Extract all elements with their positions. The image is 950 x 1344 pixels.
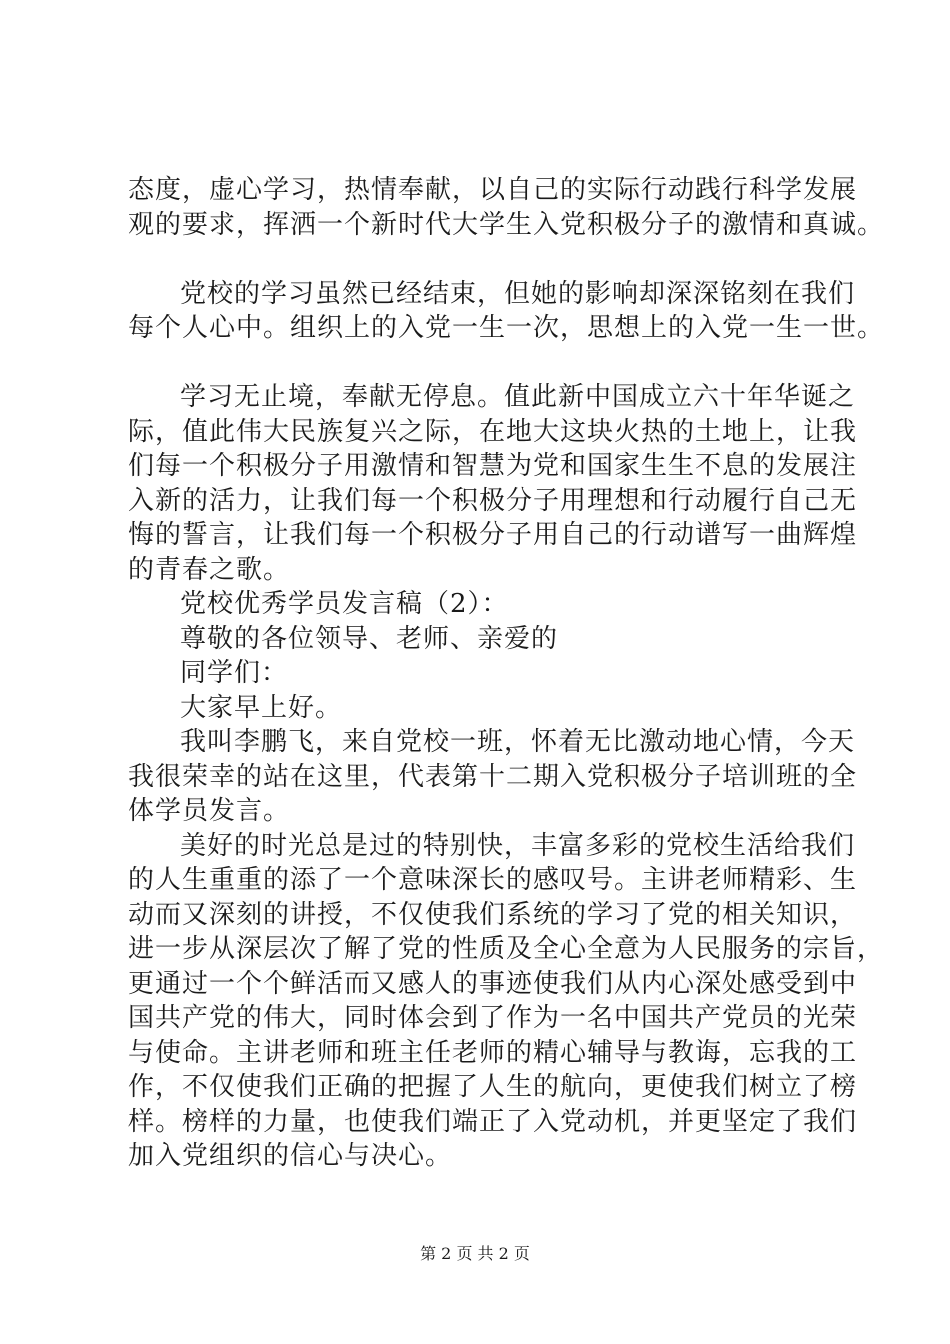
greeting xyxy=(128,691,848,726)
text-line: 加入党组织的信心与决心。 xyxy=(128,1141,453,1171)
text-line: 美好的时光总是过的特别快，丰富多彩的党校生活给我们 xyxy=(180,830,856,861)
text-line: 党校优秀学员发言稿（2）： xyxy=(180,589,509,619)
salutation xyxy=(128,622,848,657)
speech-title xyxy=(128,587,848,622)
paragraph-3 xyxy=(128,380,858,587)
text-line: 动而又深刻的讲授，不仅使我们系统的学习了党的相关知识， xyxy=(128,899,858,930)
paragraph-body xyxy=(128,829,885,1174)
text-line: 尊敬的各位领导、老师、亲爱的 xyxy=(180,623,559,654)
text-line: 大家早上好。 xyxy=(180,692,343,723)
text-line: 与使命。主讲老师和班主任老师的精心辅导与教诲，忘我的工 xyxy=(128,1037,858,1068)
text-line: 悔的誓言，让我们每一个积极分子用自己的行动谱写一曲辉煌 xyxy=(128,520,858,550)
text-line: 们每一个积极分子用激情和智慧为党和国家生生不息的发展注 xyxy=(128,451,858,481)
salutation-continued xyxy=(128,656,848,691)
text-line: 体学员发言。 xyxy=(128,796,291,826)
paragraph-1 xyxy=(128,173,885,242)
text-line: 作，不仅使我们正确的把握了人生的航向，更使我们树立了榜 xyxy=(128,1072,858,1102)
text-line: 态度，虚心学习，热情奉献，以自己的实际行动践行科学发展 xyxy=(128,175,858,205)
text-line: 观的要求，挥洒一个新时代大学生入党积极分子的激情和真诚。 xyxy=(128,209,885,240)
text-line: 党校的学习虽然已经结束，但她的影响却深深铭刻在我们 xyxy=(180,278,856,309)
text-line: 际，值此伟大民族复兴之际，在地大这块火热的土地上，让我 xyxy=(128,416,858,447)
text-line: 国共产党的伟大，同时体会到了作为一名中国共产党员的光荣 xyxy=(128,1003,858,1033)
text-line: 进一步从深层次了解了党的性质及全心全意为人民服务的宗旨， xyxy=(128,934,885,964)
text-line: 我很荣幸的站在这里，代表第十二期入党积极分子培训班的全 xyxy=(128,761,858,792)
text-line: 学习无止境，奉献无停息。值此新中国成立六十年华诞之 xyxy=(180,382,856,412)
paragraph-spacer xyxy=(128,346,848,381)
document-body xyxy=(128,173,885,1174)
text-line: 我叫李鹏飞，来自党校一班，怀着无比激动地心情，今天 xyxy=(180,727,856,757)
page-footer xyxy=(0,1244,950,1264)
page-number: 第 2 页 共 2 页 xyxy=(420,1244,530,1263)
text-line: 更通过一个个鲜活而又感人的事迹使我们从内心深处感受到中 xyxy=(128,968,858,999)
paragraph-2 xyxy=(128,277,885,346)
text-line: 同学们： xyxy=(180,658,289,688)
text-line: 的人生重重的添了一个意味深长的感叹号。主讲老师精彩、生 xyxy=(128,865,858,895)
text-line: 的青春之歌。 xyxy=(128,554,291,585)
text-line: 入新的活力，让我们每一个积极分子用理想和行动履行自己无 xyxy=(128,485,858,516)
paragraph-spacer xyxy=(128,242,848,277)
paragraph-introduction xyxy=(128,725,858,829)
text-line: 每个人心中。组织上的入党一生一次，思想上的入党一生一世。 xyxy=(128,313,885,343)
text-line: 样。榜样的力量，也使我们端正了入党动机，并更坚定了我们 xyxy=(128,1106,858,1137)
